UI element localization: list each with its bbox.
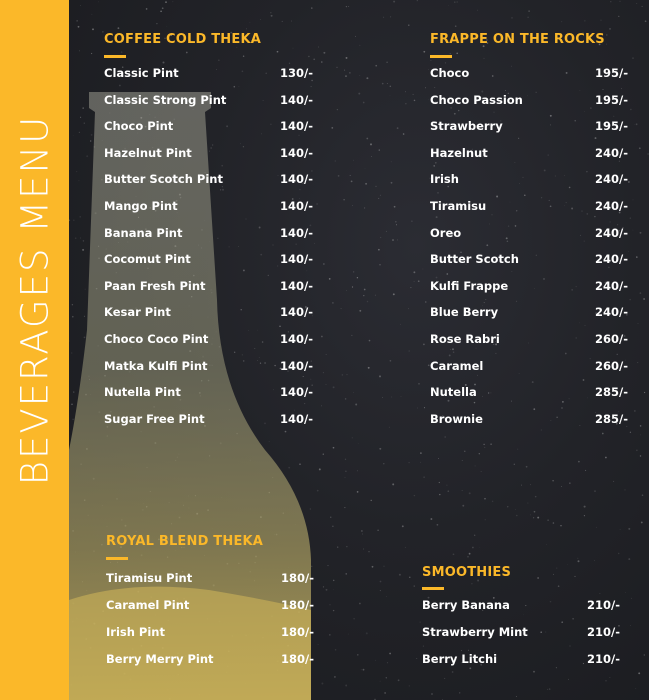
item-price: 140/- [280, 145, 313, 160]
section-title-royal-blend-theka: ROYAL BLEND THEKA [106, 534, 264, 549]
menu-item-row [430, 93, 640, 111]
item-name: Nutella [430, 385, 477, 400]
menu-item-row [430, 305, 640, 323]
menu-item-row [430, 146, 640, 164]
item-name: Banana Pint [104, 225, 183, 240]
item-name: Matka Kulfi Pint [104, 358, 208, 373]
item-price: 240/- [595, 225, 628, 240]
section-title-frappe-on-the-rocks: FRAPPE ON THE ROCKS [430, 32, 605, 47]
item-name: Strawberry [430, 119, 503, 134]
title-underline [430, 55, 452, 58]
sidebar-band [0, 0, 69, 700]
item-name: Tiramisu Pint [106, 571, 193, 585]
item-price: 240/- [595, 305, 628, 320]
item-price: 140/- [280, 278, 313, 293]
item-name: Nutella Pint [104, 385, 181, 400]
menu-item-row [430, 226, 640, 244]
item-name: Sugar Free Pint [104, 411, 205, 426]
item-price: 140/- [280, 172, 313, 187]
item-name: Berry Banana [422, 598, 510, 612]
item-price: 140/- [280, 385, 313, 400]
item-price: 140/- [280, 119, 313, 134]
item-name: Berry Merry Pint [106, 652, 214, 666]
item-price: 140/- [280, 225, 313, 240]
title-underline [106, 557, 128, 560]
item-price: 180/- [281, 598, 314, 612]
menu-item-row [104, 226, 324, 244]
menu-item-row [422, 598, 632, 616]
title-underline [422, 587, 444, 590]
item-name: Classic Pint [104, 66, 179, 80]
menu-title: BEVERAGES MENU [13, 114, 57, 486]
item-name: Choco Pint [104, 119, 174, 134]
menu-item-row [430, 412, 640, 430]
menu-item-row [104, 66, 324, 84]
item-name: Hazelnut [430, 145, 488, 160]
item-price: 140/- [280, 199, 313, 213]
item-price: 285/- [595, 411, 628, 426]
item-name: Kesar Pint [104, 305, 171, 320]
menu-item-row [104, 119, 324, 137]
menu-item-row [104, 385, 324, 403]
item-name: Paan Fresh Pint [104, 278, 206, 293]
item-name: Strawberry Mint [422, 625, 528, 639]
menu-item-row [104, 146, 324, 164]
menu-item-row [106, 571, 326, 589]
item-price: 180/- [281, 652, 314, 666]
section-title-smoothies: SMOOTHIES [422, 565, 512, 580]
item-name: Mango Pint [104, 199, 178, 213]
menu-item-row [104, 305, 324, 323]
item-name: Berry Litchi [422, 652, 498, 666]
item-price: 210/- [587, 652, 620, 666]
item-price: 240/- [595, 145, 628, 160]
item-price: 240/- [595, 252, 628, 267]
item-name: Kulfi Frappe [430, 278, 509, 293]
item-price: 180/- [281, 625, 314, 639]
item-name: Hazelnut Pint [104, 145, 192, 160]
item-name: Choco Coco Pint [104, 332, 209, 346]
item-price: 210/- [587, 625, 620, 639]
item-name: Blue Berry [430, 305, 499, 320]
menu-item-row [104, 252, 324, 270]
menu-item-row [430, 66, 640, 84]
item-price: 140/- [280, 411, 313, 426]
menu-item-row [106, 598, 326, 616]
menu-item-row [430, 359, 640, 377]
item-price: 210/- [587, 598, 620, 612]
title-underline [104, 55, 126, 58]
menu-item-row [430, 119, 640, 137]
menu-item-row [430, 279, 640, 297]
item-price: 140/- [280, 358, 313, 373]
item-name: Cocomut Pint [104, 252, 191, 267]
item-price: 195/- [595, 119, 628, 134]
item-price: 195/- [595, 66, 628, 80]
item-name: Rose Rabri [430, 332, 500, 346]
menu-item-row [104, 172, 324, 190]
menu-item-row [104, 412, 324, 430]
item-name: Irish Pint [106, 625, 165, 639]
item-price: 140/- [280, 332, 313, 346]
item-name: Choco [430, 66, 470, 80]
item-price: 240/- [595, 172, 628, 187]
item-name: Choco Passion [430, 92, 523, 107]
menu-item-row [430, 332, 640, 350]
menu-item-row [106, 625, 326, 643]
item-price: 140/- [280, 252, 313, 267]
item-price: 140/- [280, 92, 313, 107]
menu-item-row [104, 359, 324, 377]
menu-item-row [104, 93, 324, 111]
item-name: Butter Scotch Pint [104, 172, 223, 187]
menu-item-row [422, 625, 632, 643]
menu-item-row [430, 199, 640, 217]
item-name: Irish [430, 172, 459, 187]
item-price: 240/- [595, 278, 628, 293]
item-price: 195/- [595, 92, 628, 107]
menu-item-row [106, 652, 326, 670]
menu-item-row [104, 199, 324, 217]
menu-item-row [104, 332, 324, 350]
item-name: Caramel Pint [106, 598, 190, 612]
item-name: Caramel [430, 358, 484, 373]
item-price: 140/- [280, 305, 313, 320]
menu-item-row [422, 652, 632, 670]
item-price: 260/- [595, 332, 628, 346]
item-name: Brownie [430, 411, 483, 426]
item-price: 240/- [595, 199, 628, 213]
menu-item-row [430, 172, 640, 190]
item-price: 260/- [595, 358, 628, 373]
item-name: Oreo [430, 225, 462, 240]
menu-item-row [430, 385, 640, 403]
section-title-coffee-cold-theka: COFFEE COLD THEKA [104, 32, 261, 47]
item-price: 180/- [281, 571, 314, 585]
item-price: 285/- [595, 385, 628, 400]
item-price: 130/- [280, 66, 313, 80]
item-name: Classic Strong Pint [104, 92, 227, 107]
menu-item-row [104, 279, 324, 297]
menu-item-row [430, 252, 640, 270]
item-name: Tiramisu [430, 199, 487, 213]
item-name: Butter Scotch [430, 252, 519, 267]
